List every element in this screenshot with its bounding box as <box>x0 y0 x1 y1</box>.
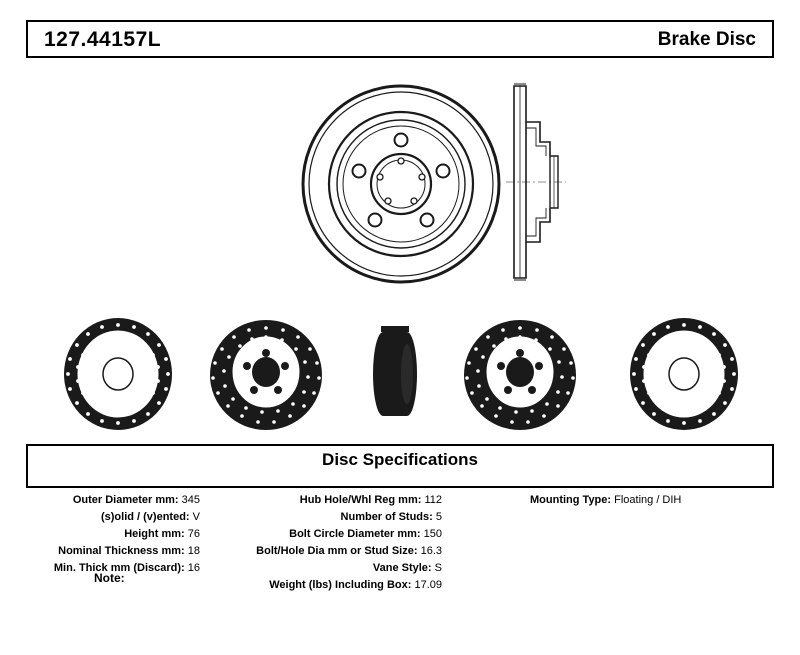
spec-label: Bolt/Hole Dia mm or Stud Size: <box>256 545 418 557</box>
spec-label: Height mm: <box>124 528 185 540</box>
spec-label: Hub Hole/Whl Reg mm: <box>299 494 422 506</box>
spec-label: Min. Thick mm (Discard): <box>53 562 185 574</box>
spec-value: 17.09 <box>414 579 442 591</box>
page-title: Brake Disc <box>657 29 756 50</box>
spec-column-middle <box>204 492 442 594</box>
bottom-view-angled-drilled-right <box>464 320 576 430</box>
spec-label: Mounting Type: <box>530 494 612 506</box>
spec-value: S <box>434 562 442 574</box>
spec-value: 150 <box>423 528 442 540</box>
spec-value: V <box>192 511 200 523</box>
spec-row <box>0 509 200 526</box>
spec-label: Nominal Thickness mm: <box>58 545 185 557</box>
specs-section-title: Disc Specifications <box>322 450 478 469</box>
spec-column-left <box>0 492 200 577</box>
spec-row <box>204 526 442 543</box>
spec-row <box>204 492 442 509</box>
spec-value: 16 <box>187 562 200 574</box>
spec-row <box>204 577 442 594</box>
spec-value: Floating / DIH <box>614 494 682 506</box>
spec-row <box>0 543 200 560</box>
spec-value: 345 <box>181 494 200 506</box>
top-section-view <box>506 84 566 280</box>
bottom-view-edge-on <box>373 326 417 416</box>
bottom-view-drilled-face-left <box>64 318 172 430</box>
bottom-view-drilled-face-right <box>630 318 738 430</box>
drawing-area <box>26 68 774 438</box>
spec-value: 112 <box>424 494 442 506</box>
spec-row <box>204 509 442 526</box>
spec-value: 76 <box>187 528 200 540</box>
top-face-view <box>303 86 499 282</box>
spec-row <box>0 492 200 509</box>
spec-row <box>204 543 442 560</box>
spec-label: Outer Diameter mm: <box>72 494 179 506</box>
spec-label: Weight (lbs) Including Box: <box>269 579 412 591</box>
spec-row <box>204 560 442 577</box>
spec-row <box>0 526 200 543</box>
spec-label: (s)olid / (v)ented: <box>100 511 190 523</box>
spec-column-right <box>530 492 780 509</box>
part-number: 127.44157L <box>44 28 162 51</box>
note-label: Note: <box>94 571 125 585</box>
spec-value: 16.3 <box>420 545 442 557</box>
bottom-view-angled-drilled <box>210 320 322 430</box>
spec-value: 5 <box>435 511 442 523</box>
spec-label: Number of Studs: <box>340 511 433 523</box>
spec-value: 18 <box>187 545 200 557</box>
rotor-drawings <box>26 68 774 438</box>
spec-label: Bolt Circle Diameter mm: <box>289 528 421 540</box>
spec-row <box>530 492 780 509</box>
spec-label: Vane Style: <box>372 562 432 574</box>
